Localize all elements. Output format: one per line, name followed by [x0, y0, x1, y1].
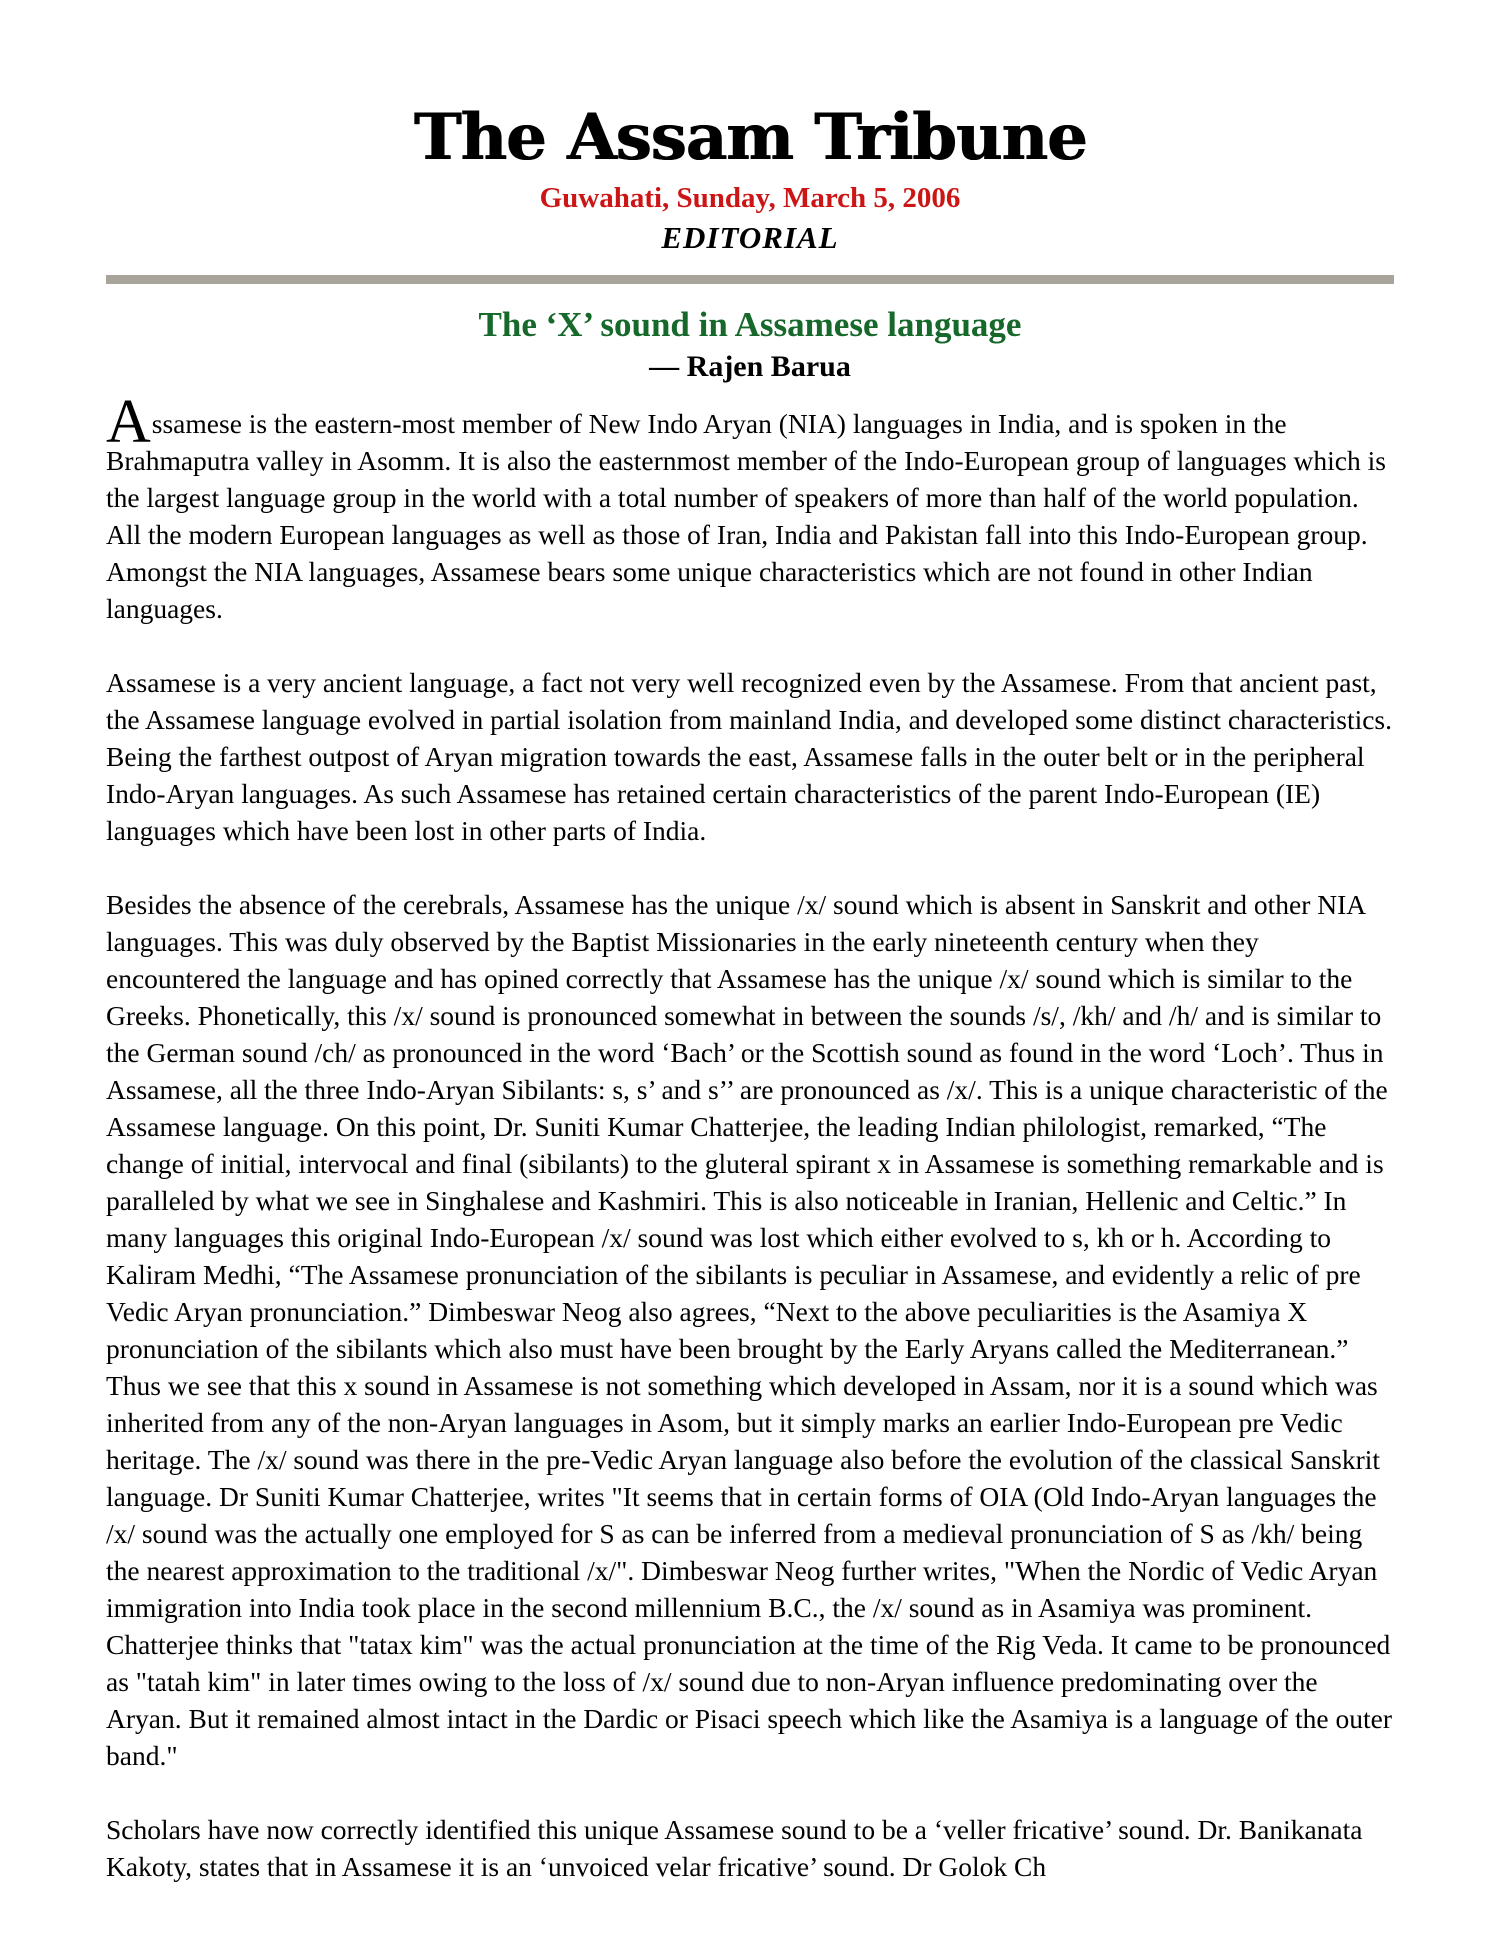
divider-rule — [106, 275, 1394, 284]
paragraph — [106, 387, 1394, 627]
byline: — Rajen Barua — [649, 349, 851, 383]
masthead — [106, 100, 1394, 284]
article-body — [106, 387, 1394, 1885]
article-title: The ‘X’ sound in Assamese language — [478, 305, 1022, 345]
paragraph: Assamese is a very ancient language, a fact not very well recognized even by the Assamese. From that ancient past, the Assamese language evolved in partial isolation from mainland India, and developed some distinct characteristics. Being the farthest outpost of Aryan migration towards the east, Assamese falls in the outer belt or in the peripheral Indo-Aryan languages. As such Assamese has retained certain characteristics of the parent Indo-European (IE) languages which have been lost in other parts of India. — [106, 666, 1393, 846]
section-label: EDITORIAL — [661, 220, 839, 256]
paragraph-text: ssamese is the eastern-most member of New Indo Aryan (NIA) languages in India, and is spoken in the Brahmaputra valley in Asomm. It is also the easternmost member of the Indo-European group of languages which is the largest language group in the world with a total number of speakers of more than half of the world population. All the modern European languages as well as those of Iran, India and Pakistan fall into this Indo-European group. Amongst the NIA languages, Assamese bears some unique characteristics which are not found in other Indian languages. — [106, 407, 1386, 624]
drop-cap-initial: A — [106, 387, 152, 456]
newspaper-logo: The Assam Tribune — [413, 100, 1087, 175]
dateline: Guwahati, Sunday, March 5, 2006 — [539, 182, 961, 215]
page — [106, 0, 1394, 1885]
paragraph: Besides the absence of the cerebrals, Assamese has the unique /x/ sound which is absent in Sanskrit and other NIA languages. This was duly observed by the Baptist Missionaries in the early nineteenth century when they encountered the language and has opined correctly that Assamese has the unique /x/ sound which is similar to the Greeks. Phonetically, this /x/ sound is pronounced somewhat in between the sounds /s/, /kh/ and /h/ and is similar to the German sound /ch/ as pronounced in the word ‘Bach’ or the Scottish sound as found in the word ‘Loch’. Thus in Assamese, all the three Indo-Aryan Sibilants: s, s’ and s’’ are pronounced as /x/. This is a unique characteristic of the Assamese language. On this point, Dr. Suniti Kumar Chatterjee, the leading Indian philologist, remarked, “The change of initial, intervocal and final (sibilants) to the gluteral spirant x in Assamese is something remarkable and is paralleled by what we see in Singhalese and Kashmiri. This is also noticeable in Iranian, Hellenic and Celtic.” In many languages this original Indo-European /x/ sound was lost which either evolved to s, kh or h. According to Kaliram Medhi, “The Assamese pronunciation of the sibilants is peculiar in Assamese, and evidently a relic of pre Vedic Aryan pronunciation.” Dimbeswar Neog also agrees, “Next to the above peculiarities is the Asamiya X pronunciation of the sibilants which also must have been brought by the Early Aryans called the Mediterranean.” Thus we see that this x sound in Assamese is not something which developed in Assam, nor it is a sound which was inherited from any of the non-Aryan languages in Asom, but it simply marks an earlier Indo-European pre Vedic heritage. The /x/ sound was there in the pre-Vedic Aryan language also before the evolution of the classical Sanskrit language. Dr Suniti Kumar Chatterjee, writes "It seems that in certain forms of OIA (Old Indo-Aryan languages the /x/ sound was the actually one employed for S as can be inferred from a medieval pronunciation of S as /kh/ being the nearest approximation to the traditional /x/". Dimbeswar Neog further writes, "When the Nordic of Vedic Aryan immigration into India took place in the second millennium B.C., the /x/ sound as in Asamiya was prominent. Chatterjee thinks that "tatax kim" was the actual pronunciation at the time of the Rig Veda. It came to be pronounced as "tatah kim" in later times owing to the loss of /x/ sound due to non-Aryan influence predominating over the Aryan. But it remained almost intact in the Dardic or Pisaci speech which like the Asamiya is a language of the outer band." — [106, 888, 1393, 1771]
article — [106, 306, 1394, 1885]
paragraph: Scholars have now correctly identified this unique Assamese sound to be a ‘veller fricative’ sound. Dr. Banikanata Kakoty, states that in Assamese it is an ‘unvoiced velar fricative’ sound. Dr Golok Ch — [106, 1813, 1363, 1882]
